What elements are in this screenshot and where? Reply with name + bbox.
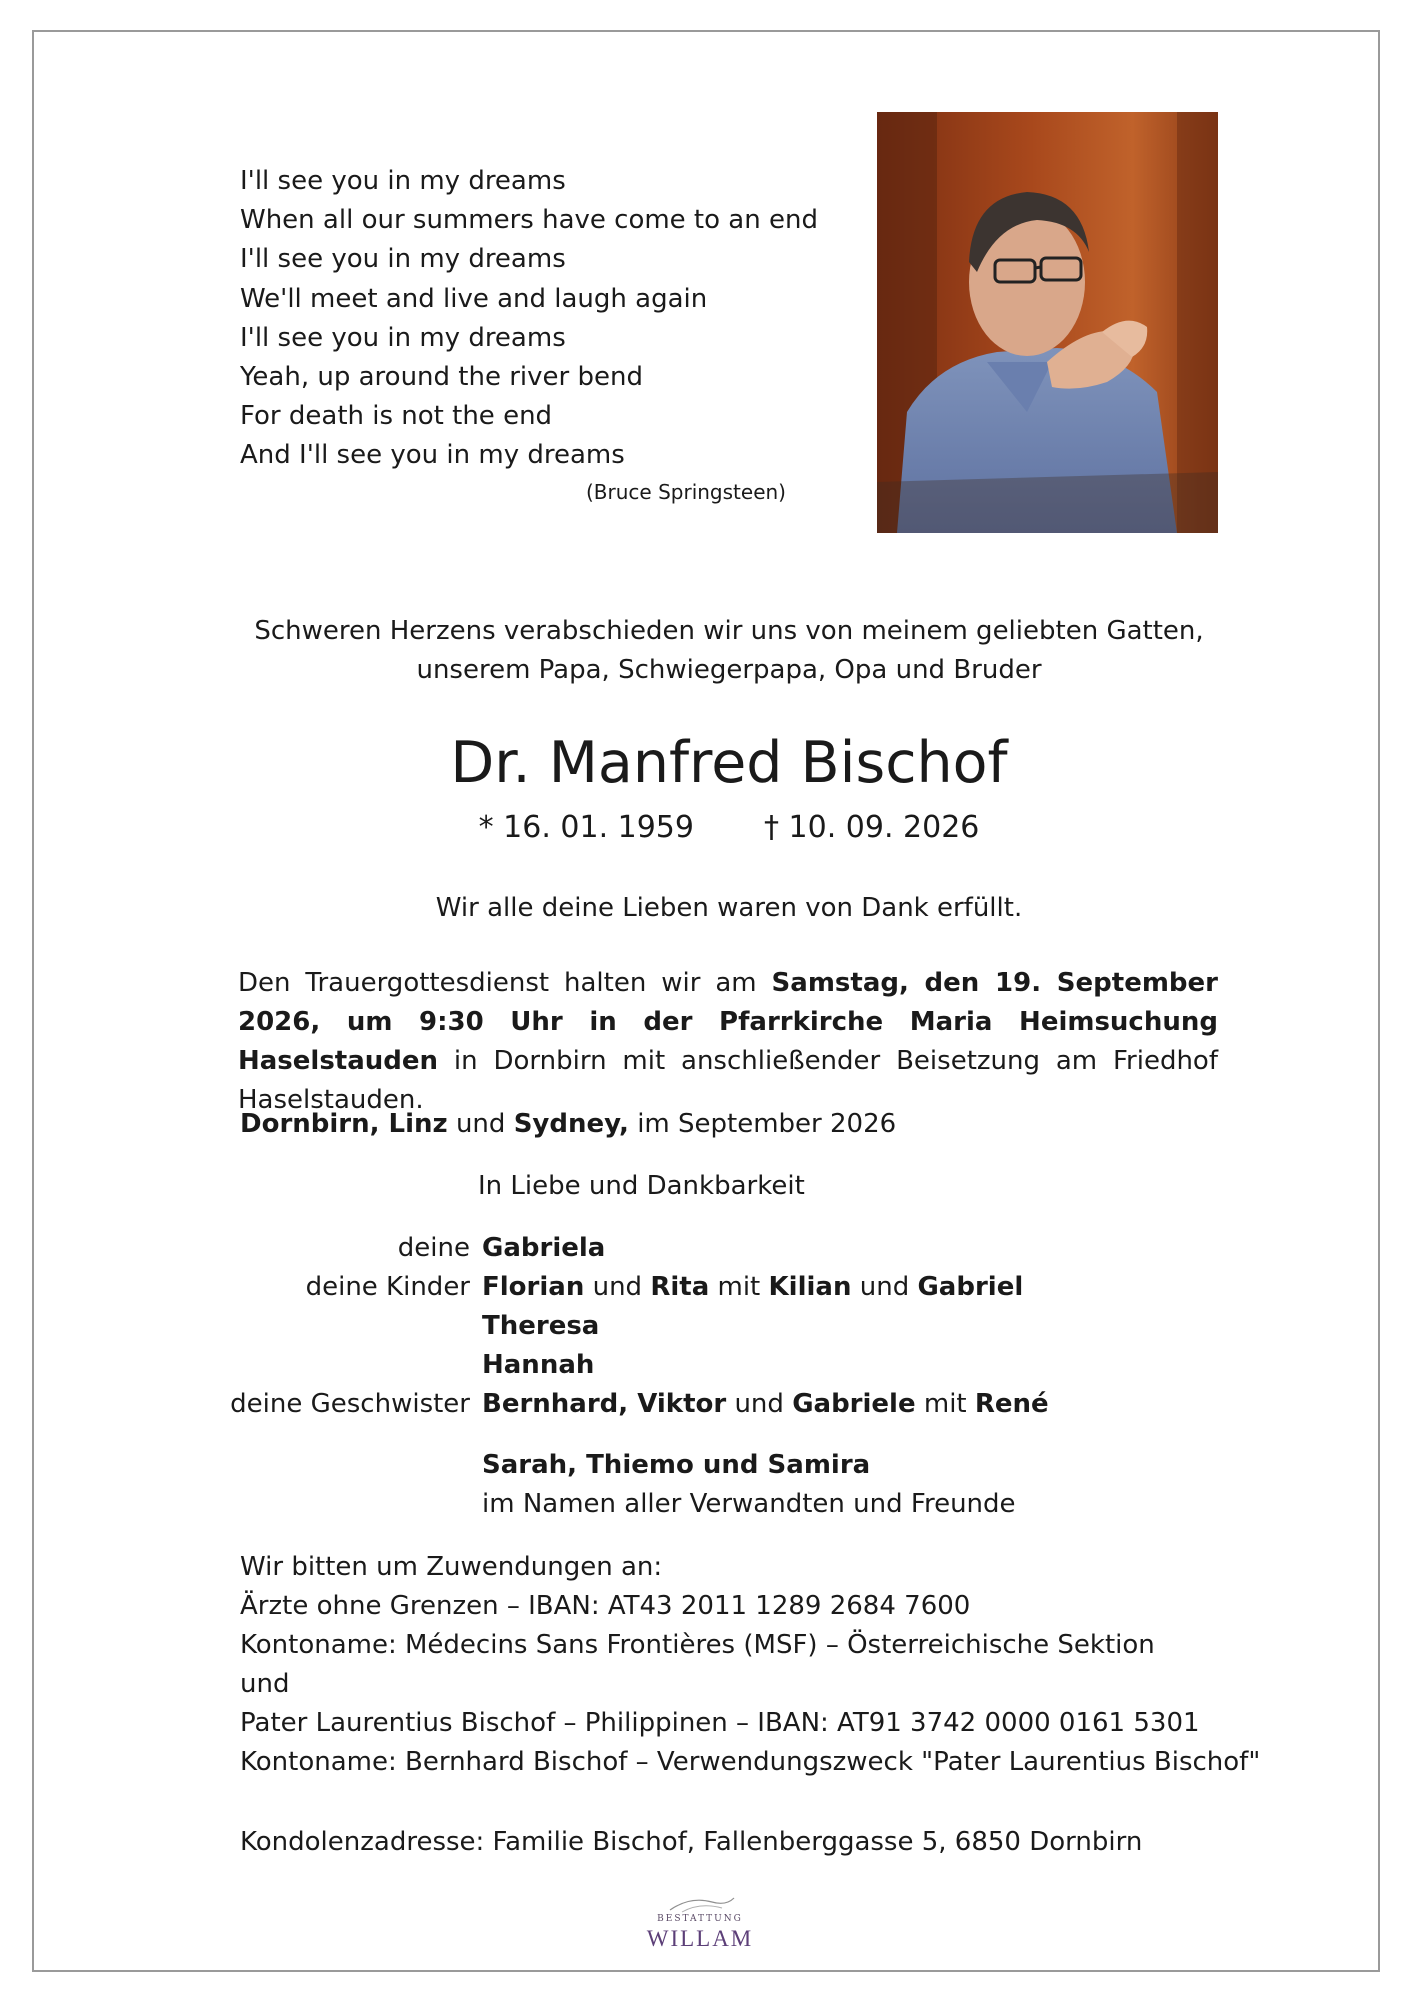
poem-line: For death is not the end: [240, 401, 553, 432]
connector: mit: [915, 1389, 975, 1419]
family-names: [482, 1268, 1023, 1307]
donation-info: [240, 1548, 1260, 1782]
family-row-child: [0, 1307, 1414, 1346]
family-row-children: [0, 1268, 1414, 1307]
family-label: deine: [397, 1233, 470, 1263]
donation-line: Kontoname: Médecins Sans Frontières (MSF) – Österreichische Sektion: [240, 1630, 1155, 1660]
thanks-line: Wir alle deine Lieben waren von Dank erfüllt.: [435, 893, 1023, 923]
connector: und: [584, 1272, 651, 1302]
condolence-address: Kondolenzadresse: Familie Bischof, Fallenberggasse 5, 6850 Dornbirn: [240, 1827, 1143, 1857]
family-label: deine Geschwister: [230, 1389, 470, 1419]
service-text: in Dornbirn mit anschließender Beisetzung am Friedhof Haselstauden.: [238, 1046, 1218, 1115]
place-date: [240, 1104, 896, 1144]
donation-line: Wir bitten um Zuwendungen an:: [240, 1552, 663, 1582]
donation-line: Kontoname: Bernhard Bischof – Verwendungszweck "Pater Laurentius Bischof": [240, 1747, 1261, 1777]
birth-date: * 16. 01. 1959: [478, 810, 694, 845]
family-names: [482, 1346, 594, 1385]
life-dates: [240, 808, 1218, 848]
family-name: Kilian: [768, 1272, 852, 1302]
poem: [240, 162, 818, 476]
funeral-home-logo: [630, 1888, 770, 1958]
poem-line: I'll see you in my dreams: [240, 244, 566, 275]
signer-note: im Namen aller Verwandten und Freunde: [482, 1489, 1016, 1519]
connector: und: [726, 1389, 793, 1419]
death-date: † 10. 09. 2026: [764, 810, 980, 845]
connector: und: [851, 1272, 918, 1302]
donation-line: und: [240, 1669, 290, 1699]
place-city: Dornbirn, Linz: [240, 1109, 448, 1139]
poem-line: When all our summers have come to an end: [240, 205, 818, 236]
poem-line: And I'll see you in my dreams: [240, 440, 625, 471]
family-name: René: [974, 1389, 1049, 1419]
family-row-spouse: [0, 1229, 1414, 1268]
logo-title: WILLAM: [646, 1926, 754, 1951]
deceased-name: Dr. Manfred Bischof: [450, 730, 1008, 796]
poem-line: I'll see you in my dreams: [240, 166, 566, 196]
intro-line: Schweren Herzens verabschieden wir uns von meinem geliebten Gatten,: [254, 616, 1204, 646]
poem-line: We'll meet and live and laugh again: [240, 283, 708, 314]
service-details: Samstag, den 19. September 2026, um 9:30 Uhr in der Pfarrkirche Maria Heimsuchung Haselstauden: [238, 968, 1218, 1076]
closing-line: In Liebe und Dankbarkeit: [478, 1171, 805, 1201]
family-names: [482, 1385, 1049, 1424]
family-name: Theresa: [482, 1311, 600, 1341]
family-name: Gabriele: [792, 1389, 916, 1419]
signers: [482, 1446, 1016, 1524]
logo-subtitle: BESTATTUNG: [657, 1914, 743, 1924]
family-names: [482, 1307, 599, 1346]
connector: und: [447, 1109, 514, 1139]
family-name: Gabriel: [917, 1272, 1024, 1302]
intro-text: [240, 612, 1218, 690]
intro-line: unserem Papa, Schwiegerpapa, Opa und Bruder: [416, 655, 1042, 685]
place-city: Sydney,: [513, 1109, 629, 1139]
family-names: [482, 1229, 605, 1268]
family-name: Rita: [650, 1272, 710, 1302]
logo-swoosh-icon: [630, 1888, 770, 1916]
family-name: Hannah: [482, 1350, 595, 1380]
family-name: Florian: [482, 1272, 585, 1302]
portrait-photo: [877, 112, 1218, 533]
family-name: Gabriela: [482, 1233, 606, 1263]
signer-names: Sarah, Thiemo und Samira: [482, 1450, 871, 1480]
donation-line: Pater Laurentius Bischof – Philippinen – IBAN: AT91 3742 0000 0161 5301: [240, 1708, 1200, 1738]
family-label: deine Kinder: [305, 1272, 470, 1302]
family-row-child: [0, 1346, 1414, 1385]
service-text: Den Trauergottesdienst halten wir am: [238, 968, 772, 998]
family-row-siblings: [0, 1385, 1414, 1424]
poem-source: (Bruce Springsteen): [586, 480, 786, 504]
poem-line: Yeah, up around the river bend: [240, 362, 643, 393]
place-month: im September 2026: [628, 1109, 897, 1139]
family-name: Bernhard, Viktor: [482, 1389, 727, 1419]
service-announcement: [238, 964, 1218, 1120]
donation-line: Ärzte ohne Grenzen – IBAN: AT43 2011 1289 2684 7600: [240, 1591, 971, 1621]
connector: mit: [709, 1272, 769, 1302]
poem-line: I'll see you in my dreams: [240, 322, 566, 353]
